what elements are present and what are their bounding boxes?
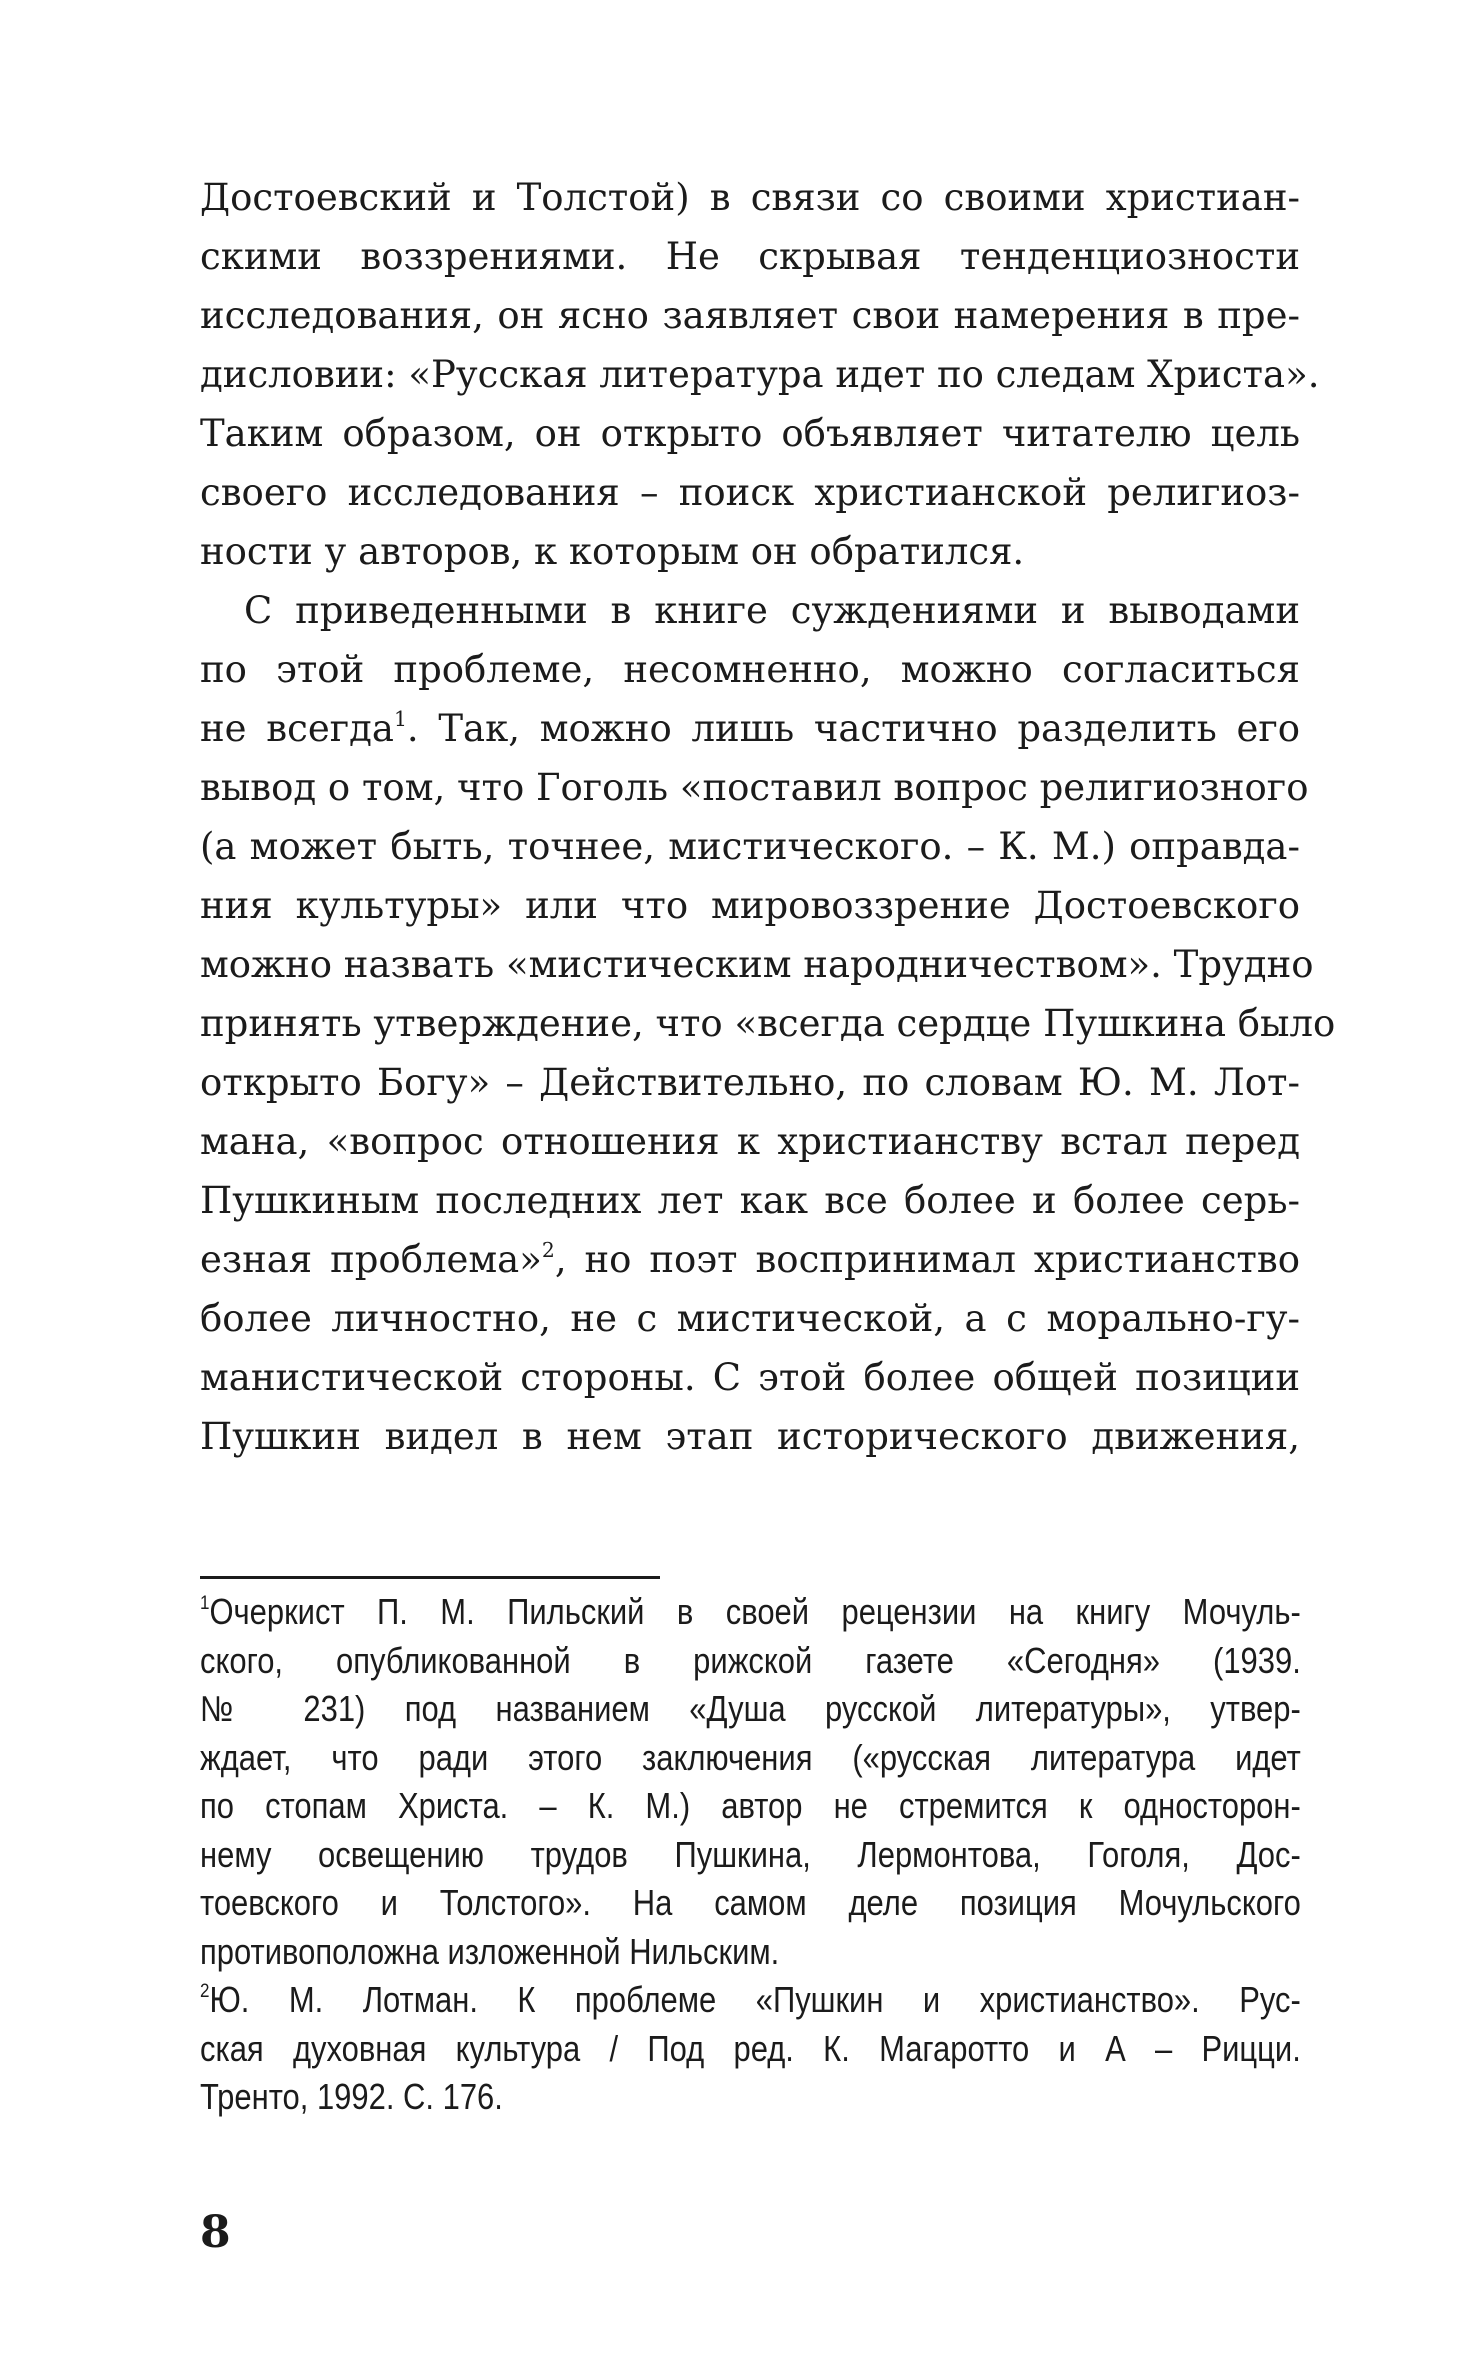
- text-line: дисловии: «Русская литература идет по следам Христа».: [200, 353, 1320, 396]
- text-line: своего исследования – поиск христианской религиоз-: [200, 471, 1300, 514]
- text-line: открыто Богу» – Действительно, по словам Ю. М. Лот-: [200, 1061, 1300, 1104]
- text-line: более личностно, не с мистической, а с морально-гу-: [200, 1297, 1300, 1340]
- footnote-line: [200, 1976, 1301, 2025]
- footnote-line: тоевского и Толстого». На самом деле позиция Мочульского: [200, 1882, 1301, 1923]
- text-line: можно назвать «мистическим народничеством». Трудно: [200, 943, 1314, 986]
- footnote-1: [200, 1588, 1301, 1976]
- text-line: ния культуры» или что мировоззрение Достоевского: [200, 884, 1300, 927]
- text-line: принять утверждение, что «всегда сердце Пушкина было: [200, 1002, 1336, 1045]
- text-fragment: Очеркист П. М. Пильский в своей рецензии на книгу Мочуль-: [209, 1591, 1301, 1632]
- footnote-line: по стопам Христа. – К. М.) автор не стремится к односторон-: [200, 1785, 1301, 1826]
- text-fragment: езная проблема»: [200, 1238, 542, 1281]
- footnote-line: нему освещению трудов Пушкина, Лермонтова, Гоголя, Дос-: [200, 1833, 1301, 1875]
- footnote-line: ского, опубликованной в рижской газете «Сегодня» (1939.: [200, 1639, 1301, 1681]
- footnote-line: ждает, что ради этого заключения («русская литература идет: [200, 1736, 1301, 1778]
- text-fragment: . Так, можно лишь частично разделить его: [406, 707, 1300, 750]
- footnote-line: Тренто, 1992. С. 176.: [200, 2076, 503, 2117]
- footnote-divider: [200, 1576, 660, 1579]
- text-line: [200, 699, 1300, 758]
- footnote-line: № 231) под названием «Душа русской литературы», утвер-: [200, 1688, 1301, 1729]
- text-line: (а может быть, точнее, мистического. – К. М.) оправда-: [200, 825, 1300, 868]
- footnote-marker: 1: [200, 1592, 210, 1615]
- footnotes: [200, 1588, 1301, 2122]
- text-line: вывод о том, что Гоголь «поставил вопрос религиозного: [200, 766, 1309, 809]
- text-line: Таким образом, он открыто объявляет читателю цель: [200, 412, 1300, 455]
- paragraph-2: [200, 581, 1336, 1466]
- text-line: Достоевский и Толстой) в связи со своими христиан-: [200, 176, 1300, 219]
- main-text: [200, 168, 1336, 1466]
- footnote-line: ская духовная культура / Под ред. К. Магаротто и А – Рицци.: [200, 2027, 1301, 2069]
- page-number: 8: [200, 2207, 231, 2258]
- text-line: скими воззрениями. Не скрывая тенденциозности: [200, 235, 1300, 278]
- footnote-ref-2[interactable]: 2: [541, 1237, 555, 1262]
- text-fragment: Ю. М. Лотман. К проблеме «Пушкин и христианство». Рус-: [209, 1979, 1301, 2020]
- text-line: манистической стороны. С этой более общей позиции: [200, 1356, 1300, 1399]
- text-line: [200, 1230, 1300, 1289]
- footnote-ref-1[interactable]: 1: [393, 706, 407, 731]
- footnote-marker: 2: [200, 1980, 210, 2003]
- footnote-2: [200, 1976, 1301, 2122]
- text-line: мана, «вопрос отношения к христианству встал перед: [200, 1120, 1300, 1163]
- text-fragment: , но поэт воспринимал христианство: [554, 1238, 1300, 1281]
- text-line: Пушкин видел в нем этап исторического движения,: [200, 1415, 1300, 1458]
- text-line: исследования, он ясно заявляет свои намерения в пре-: [200, 294, 1300, 337]
- footnote-line: [200, 1588, 1301, 1637]
- text-line: ности у авторов, к которым он обратился.: [200, 530, 1025, 573]
- text-line: Пушкиным последних лет как все более и более серь-: [200, 1179, 1300, 1222]
- text-fragment: не всегда: [200, 707, 394, 750]
- text-line: по этой проблеме, несомненно, можно согласиться: [200, 648, 1300, 691]
- paragraph-1: [200, 168, 1320, 581]
- footnote-line: противоположна изложенной Нильским.: [200, 1930, 780, 1972]
- text-line: С приведенными в книге суждениями и выводами: [244, 589, 1300, 632]
